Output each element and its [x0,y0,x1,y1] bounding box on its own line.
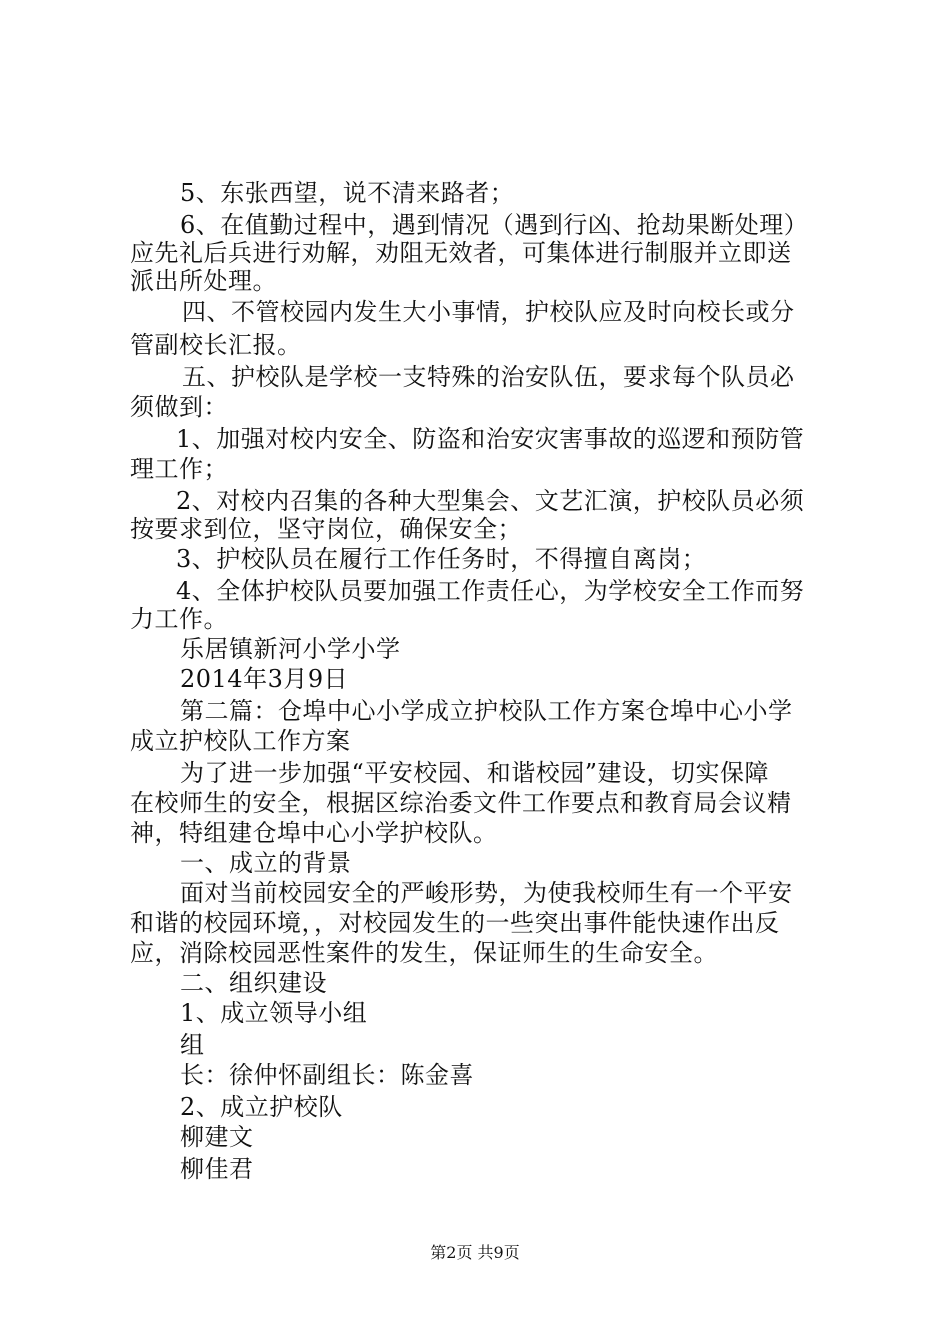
text-line: 须做到： [130,393,228,421]
text-line: 理工作； [130,455,228,483]
text-line: 面对当前校园安全的严峻形势，为使我校师生有一个平安 [180,879,793,907]
text-line: 按要求到位，坚守岗位，确保安全； [130,515,522,543]
text-line: 在校师生的安全，根据区综治委文件工作要点和教育局会议精 [130,789,792,817]
text-line: 1、加强对校内安全、防盗和治安灾害事故的巡逻和预防管 [176,425,805,453]
text-line: 2014年3月9日 [180,665,349,693]
page-footer: 第2页 共9页 [430,1243,520,1262]
text-line: 一、成立的背景 [180,849,352,877]
text-line: 长：徐仲怀副组长：陈金喜 [180,1061,474,1089]
text-line: 柳佳君 [180,1155,254,1183]
text-line: 4、全体护校队员要加强工作责任心，为学校安全工作而努 [176,577,805,605]
text-line: 第二篇：仓埠中心小学成立护校队工作方案仓埠中心小学 [180,697,793,725]
text-line: 四、不管校园内发生大小事情，护校队应及时向校长或分 [182,298,795,326]
text-line: 5、东张西望，说不清来路者； [180,179,515,207]
text-line: 1、成立领导小组 [180,999,368,1027]
text-line: 为了进一步加强“平安校园、和谐校园”建设，切实保障 [180,759,770,787]
text-line: 二、组织建设 [180,969,327,997]
text-line: 成立护校队工作方案 [130,727,351,755]
text-line: 和谐的校园环境，，对校园发生的一些突出事件能快速作出反 [130,909,780,937]
text-line: 2、对校内召集的各种大型集会、文艺汇演，护校队员必须 [176,487,805,515]
text-line: 应，消除校园恶性案件的发生，保证师生的生命安全。 [130,939,718,967]
text-line: 管副校长汇报。 [130,331,302,359]
text-line: 组 [180,1031,205,1059]
text-line: 五、护校队是学校一支特殊的治安队伍，要求每个队员必 [182,363,795,391]
text-line: 乐居镇新河小学小学 [180,635,401,663]
text-line: 应先礼后兵进行劝解，劝阻无效者，可集体进行制服并立即送 [130,239,792,267]
text-line: 柳建文 [180,1123,254,1151]
text-line: 派出所处理。 [130,267,277,295]
text-line: 2、成立护校队 [180,1093,343,1121]
text-line: 6、在值勤过程中，遇到情况（遇到行凶、抢劫果断处理） [180,211,809,239]
text-line: 力工作。 [130,605,228,633]
text-line: 3、护校队员在履行工作任务时，不得擅自离岗； [176,545,707,573]
text-line: 神，特组建仓埠中心小学护校队。 [130,819,498,847]
